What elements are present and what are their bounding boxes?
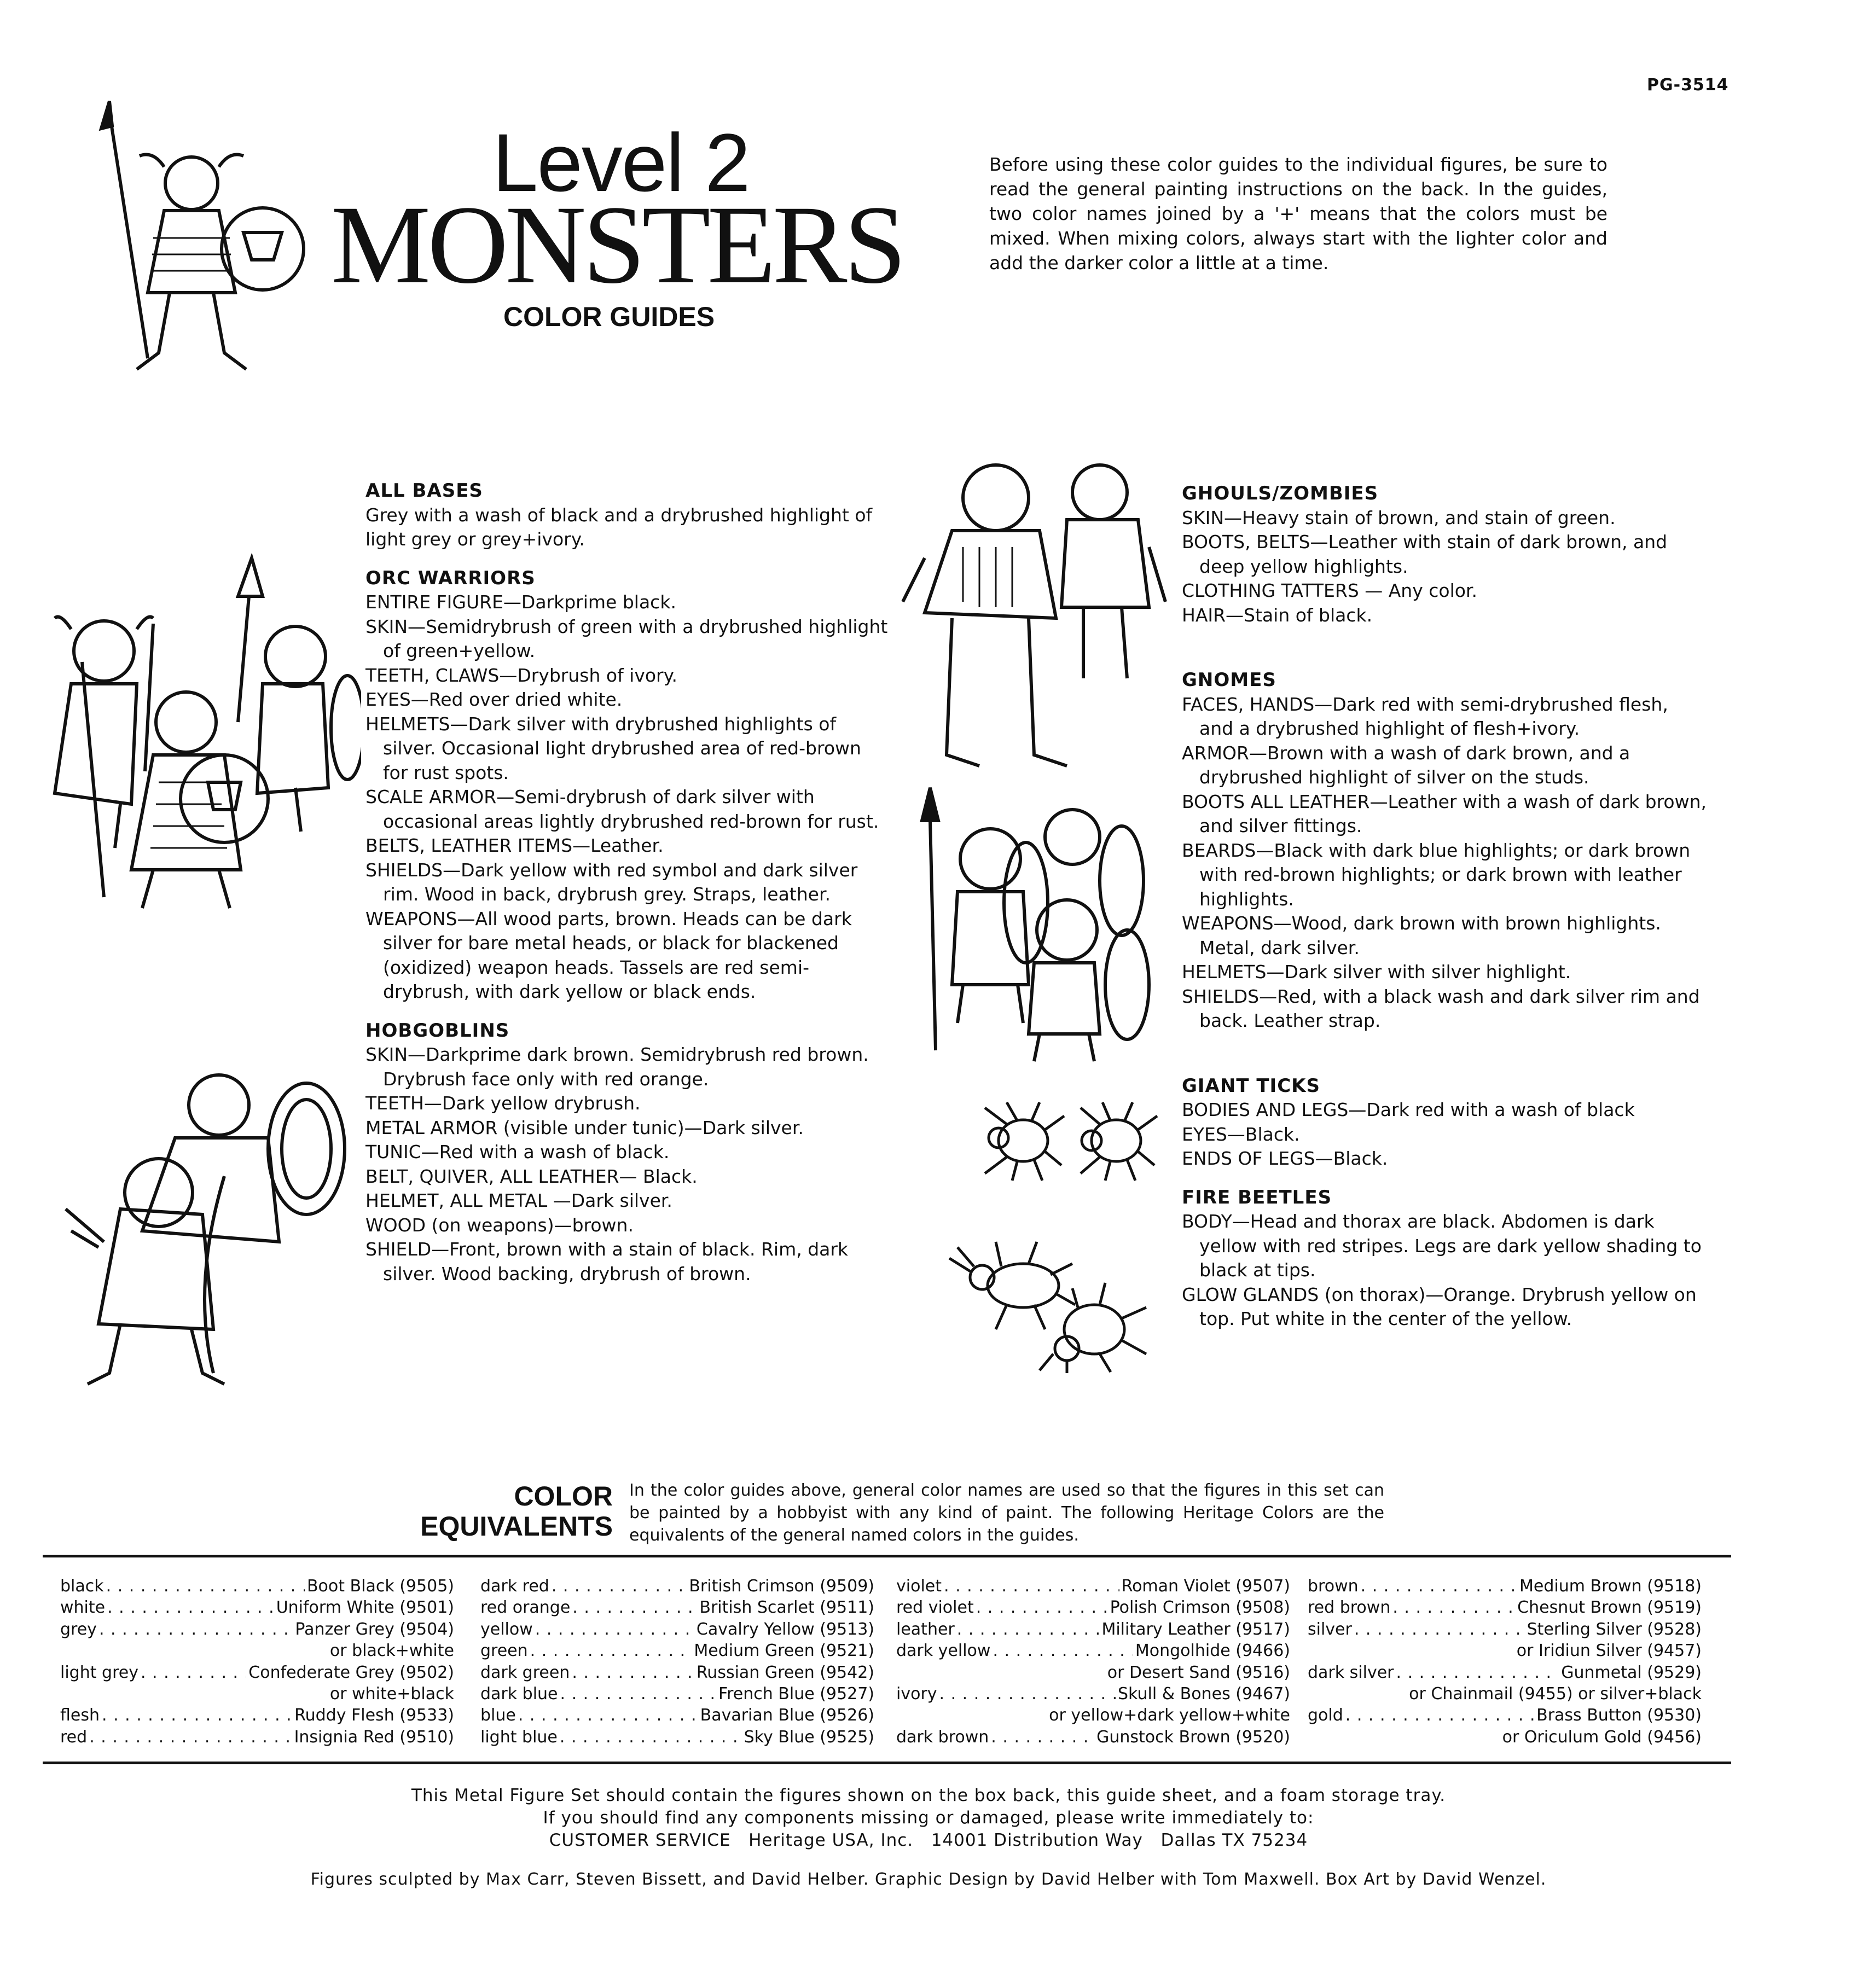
dot-leader [102,1705,292,1726]
color-equivalents-title-line1: COLOR [514,1481,613,1512]
guide-line: HELMETS—Dark silver with silver highlight. [1182,961,1571,983]
heritage-color-value: or Iridiun Silver (9457) [1516,1641,1702,1661]
heritage-color-value: British Scarlet (9511) [699,1598,874,1618]
general-color-name: brown [1308,1577,1359,1596]
guide-gnomes [1182,668,1707,1033]
equivalent-row [480,1683,874,1705]
equivalent-row [60,1619,454,1640]
dot-leader [552,1576,687,1597]
giant-ticks-figure-icon [968,1100,1165,1182]
guide-line: TEETH, CLAWS—Drybrush of ivory. [365,664,677,686]
gnomes-figure-icon [908,777,1165,1072]
equivalent-row [896,1640,1290,1661]
guide-line: BOOTS, BELTS—Leather with stain of dark brown, and deep yellow highlights. [1182,531,1668,577]
general-color-name: blue [480,1706,516,1725]
equivalent-row [60,1683,454,1705]
dot-leader [518,1705,698,1726]
dot-leader [1396,1662,1559,1683]
general-color-name: light blue [480,1727,558,1747]
dot-leader [939,1683,1116,1705]
general-color-name: grey [60,1619,97,1639]
heritage-color-value: or Chainmail (9455) or silver+black [1409,1684,1702,1704]
heritage-color-value: Boot Black (9505) [306,1577,454,1596]
heritage-color-value: Roman Violet (9507) [1121,1577,1290,1596]
guide-title: ORC WARRIORS [365,567,536,589]
product-code: PG-3514 [1647,75,1729,95]
hobgoblins-figure-icon [49,1067,361,1395]
heritage-color-value: Uniform White (9501) [276,1598,454,1618]
equivalent-row [480,1727,874,1748]
guide-line: TEETH—Dark yellow drybrush. [365,1092,641,1114]
equivalent-row [480,1705,874,1726]
heritage-color-value: Insignia Red (9510) [294,1727,454,1747]
guide-giant-ticks [1182,1074,1707,1171]
heritage-color-value: Russian Green (9542) [696,1663,874,1682]
guide-fire-beetles [1182,1185,1707,1332]
guide-line: SHIELD—Front, brown with a stain of black. Rim, dark silver. Wood backing, drybrush of brown. [365,1239,849,1284]
heritage-color-value: or Desert Sand (9516) [1107,1663,1290,1682]
divider-top [43,1555,1731,1557]
general-color-name: dark yellow [896,1641,991,1661]
heritage-color-value: Sterling Silver (9528) [1527,1619,1702,1639]
heritage-color-value: Sky Blue (9525) [744,1727,874,1747]
guide-line: WEAPONS—All wood parts, brown. Heads can be dark silver for bare metal heads, or black for blackened (oxidized) weapon heads. Tassels are red semi-drybrush, with dark yellow or black ends. [365,908,852,1002]
subtitle: COLOR GUIDES [503,301,715,332]
title-monsters: MONSTERS [331,183,903,307]
color-equivalents-title-line2: EQUIVALENTS [420,1511,613,1542]
guide-line: HELMETS—Dark silver with drybrushed highlights of silver. Occasional light drybrushed area of red-brown for rust spots. [365,713,861,783]
heritage-color-value: Brass Button (9530) [1536,1706,1702,1725]
title-level: Level 2 [492,117,750,208]
footer-address: CUSTOMER SERVICE Heritage USA, Inc. 14001 Distribution Way Dallas TX 75234 [549,1830,1308,1850]
color-equivalents-title [361,1481,613,1542]
heritage-color-value: or white+black [329,1684,454,1704]
divider-bottom [43,1762,1731,1764]
credits: Figures sculpted by Max Carr, Steven Bissett, and David Helber. Graphic Design by David Helber with Tom Maxwell. Box Art by David Wenzel. [310,1870,1547,1889]
guides-left-column [365,479,891,1300]
guide-line: Grey with a wash of black and a drybrushed highlight of light grey or grey+ivory. [365,504,873,550]
heritage-color-value: Military Leather (9517) [1101,1619,1290,1639]
equivalent-row [480,1619,874,1640]
equivalent-row [480,1662,874,1683]
equivalent-row [60,1597,454,1618]
dot-leader [991,1727,1094,1748]
guide-line: EYES—Black. [1182,1123,1300,1145]
equivalent-row [60,1662,454,1683]
guide-line: ENTIRE FIGURE—Darkprime black. [365,591,676,613]
guide-line: FACES, HANDS—Dark red with semi-drybrushed flesh, and a drybrushed highlight of flesh+ivory. [1182,693,1668,739]
guide-line: EYES—Red over dried white. [365,689,623,710]
footer-line-1: This Metal Figure Set should contain the figures shown on the box back, this guide sheet, and a foam storage tray. [411,1786,1446,1805]
dot-leader [560,1727,742,1748]
general-color-name: red brown [1308,1598,1391,1618]
guide-line: SKIN—Heavy stain of brown, and stain of green. [1182,507,1616,528]
equivalent-row [60,1576,454,1597]
equivalent-row [1308,1727,1702,1748]
heritage-color-value: or yellow+dark yellow+white [1049,1706,1290,1725]
general-color-name: red orange [480,1598,571,1618]
dot-leader [1345,1705,1534,1726]
guide-ghouls-zombies [1182,481,1707,627]
heritage-color-value: Cavalry Yellow (9513) [696,1619,874,1639]
general-color-name: ivory [896,1684,937,1704]
general-color-name: dark red [480,1577,549,1596]
guide-line: HAIR—Stain of black. [1182,604,1373,626]
heritage-color-value: or Oriculum Gold (9456) [1502,1727,1702,1747]
heritage-color-value: French Blue (9527) [718,1684,874,1704]
guide-line: SHIELDS—Red, with a black wash and dark silver rim and back. Leather strap. [1182,985,1700,1031]
heritage-color-value: Panzer Grey (9504) [295,1619,454,1639]
guide-line: TUNIC—Red with a wash of black. [365,1141,670,1162]
guide-title: GIANT TICKS [1182,1074,1320,1097]
general-color-name: red [60,1727,88,1747]
guide-title: FIRE BEETLES [1182,1186,1332,1208]
dot-leader [993,1640,1133,1661]
ghouls-zombies-figure-icon [892,460,1176,777]
heritage-color-value: Medium Brown (9518) [1519,1577,1702,1596]
equivalent-row [1308,1683,1702,1705]
heritage-color-value: Gunmetal (9529) [1561,1663,1702,1682]
equivalent-row [480,1597,874,1618]
guide-line: BODY—Head and thorax are black. Abdomen is dark yellow with red stripes. Legs are dark yellow shading to black at tips. [1182,1211,1702,1281]
heritage-color-value: Mongolhide (9466) [1135,1641,1290,1661]
equivalent-row [896,1662,1290,1683]
general-color-name: dark green [480,1663,570,1682]
dot-leader [957,1619,1100,1640]
guide-line: HELMET, ALL METAL —Dark silver. [365,1190,672,1211]
general-color-name: white [60,1598,106,1618]
dot-leader [944,1576,1119,1597]
dot-leader [530,1640,692,1661]
dot-leader [1361,1576,1517,1597]
guide-line: CLOTHING TATTERS — Any color. [1182,580,1477,601]
general-color-name: flesh [60,1706,100,1725]
guide-line: BODIES AND LEGS—Dark red with a wash of black [1182,1099,1635,1120]
dot-leader [572,1597,697,1618]
equivalents-column-1 [60,1576,454,1748]
guide-all-bases [365,479,891,552]
dot-leader [1354,1619,1525,1640]
equivalent-row [896,1727,1290,1748]
dot-leader [106,1576,305,1597]
equivalent-row [896,1619,1290,1640]
dot-leader [572,1662,694,1683]
dot-leader [99,1619,293,1640]
equivalent-row [480,1640,874,1661]
guide-line: BOOTS ALL LEATHER—Leather with a wash of dark brown, and silver fittings. [1182,790,1707,836]
equivalent-row [1308,1705,1702,1726]
dot-leader [107,1597,274,1618]
dot-leader [89,1727,292,1748]
general-color-name: black [60,1577,104,1596]
heritage-color-value: Confederate Grey (9502) [248,1663,454,1682]
guide-title: GHOULS/ZOMBIES [1182,483,1379,504]
guide-line: BEARDS—Black with dark blue highlights; or dark brown with red-brown highlights; or dark brown with leather highlights. [1182,839,1691,910]
equivalent-row [896,1705,1290,1726]
general-color-name: dark silver [1308,1663,1394,1682]
general-color-name: dark brown [896,1727,989,1747]
heritage-color-value: Chesnut Brown (9519) [1517,1598,1702,1618]
heritage-color-value: Bavarian Blue (9526) [700,1706,874,1725]
guide-line: BELTS, LEATHER ITEMS—Leather. [365,835,664,856]
guide-line: WEAPONS—Wood, dark brown with brown highlights. Metal, dark silver. [1182,912,1661,958]
equivalents-column-3 [896,1576,1290,1748]
general-color-name: light grey [60,1663,138,1682]
guide-line: ARMOR—Brown with a wash of dark brown, and a drybrushed highlight of silver on the studs. [1182,742,1630,788]
heritage-color-value: Skull & Bones (9467) [1118,1684,1290,1704]
footer-notice [0,1784,1857,1852]
intro-paragraph: Before using these color guides to the individual figures, be sure to read the general painting instructions on the back. In the guides, two color names joined by a '+' means that the colors must be mixed. When mixing colors, always start with the lighter color and add the darker color a little at a time. [989,154,1608,274]
equivalent-row [1308,1619,1702,1640]
general-color-name: silver [1308,1619,1352,1639]
guide-title: ALL BASES [365,480,483,502]
guide-orc-warriors [365,566,891,1004]
guide-line: BELT, QUIVER, ALL LEATHER— Black. [365,1165,698,1187]
guide-line: WOOD (on weapons)—brown. [365,1214,634,1236]
general-color-name: violet [896,1577,942,1596]
guide-line: SCALE ARMOR—Semi-drybrush of dark silver with occasional areas lightly drybrushed red-brown for rust. [365,786,879,832]
heritage-color-value: British Crimson (9509) [689,1577,874,1596]
guide-line: METAL ARMOR (visible under tunic)—Dark silver. [365,1117,804,1138]
general-color-name: red violet [896,1598,974,1618]
guide-hobgoblins [365,1019,891,1287]
guide-line: SHIELDS—Dark yellow with red symbol and dark silver rim. Wood in back, drybrush grey. Straps, leather. [365,859,858,905]
heritage-color-value: Medium Green (9521) [694,1641,874,1661]
equivalent-row [1308,1640,1702,1661]
equivalent-row [896,1597,1290,1618]
guide-line: ENDS OF LEGS—Black. [1182,1148,1388,1169]
equivalent-row [60,1727,454,1748]
general-color-name: gold [1308,1706,1343,1725]
guide-line: GLOW GLANDS (on thorax)—Orange. Drybrush yellow on top. Put white in the center of the yellow. [1182,1283,1697,1329]
dot-leader [560,1683,717,1705]
guide-title: GNOMES [1182,669,1276,691]
orc-warrior-figure-icon [82,96,323,386]
fire-beetles-figure-icon [941,1236,1160,1373]
general-color-name: dark blue [480,1684,558,1704]
equivalents-column-2 [480,1576,874,1748]
color-equivalents-text: In the color guides above, general color names are used so that the figures in this set can be painted by a hobbyist with any kind of paint. The following Heritage Colors are the equivalents of the general named colors in the guides. [629,1481,1384,1545]
equivalent-row [60,1640,454,1661]
dot-leader [535,1619,694,1640]
dot-leader [1392,1597,1515,1618]
general-color-name: green [480,1641,528,1661]
heritage-color-value: Polish Crimson (9508) [1110,1598,1290,1618]
equivalent-row [480,1576,874,1597]
dot-leader [976,1597,1108,1618]
dot-leader [141,1662,246,1683]
equivalent-row [896,1683,1290,1705]
general-color-name: leather [896,1619,955,1639]
equivalent-row [60,1705,454,1726]
footer-line-2: If you should find any components missing or damaged, please write immediately to: [543,1808,1314,1828]
equivalent-row [1308,1662,1702,1683]
heritage-color-value: Ruddy Flesh (9533) [294,1706,454,1725]
equivalents-column-4 [1308,1576,1702,1748]
heritage-color-value: or black+white [329,1641,454,1661]
guide-line: SKIN—Darkprime dark brown. Semidrybrush red brown. Drybrush face only with red orange. [365,1044,869,1090]
general-color-name: yellow [480,1619,533,1639]
heritage-color-value: Gunstock Brown (9520) [1096,1727,1290,1747]
guide-title: HOBGOBLINS [365,1019,510,1042]
guides-right-column [1182,481,1707,1346]
equivalent-row [896,1576,1290,1597]
guide-line: SKIN—Semidrybrush of green with a drybrushed highlight of green+yellow. [365,615,888,661]
orc-warriors-group-icon [22,542,361,925]
equivalent-row [1308,1576,1702,1597]
equivalent-row [1308,1597,1702,1618]
